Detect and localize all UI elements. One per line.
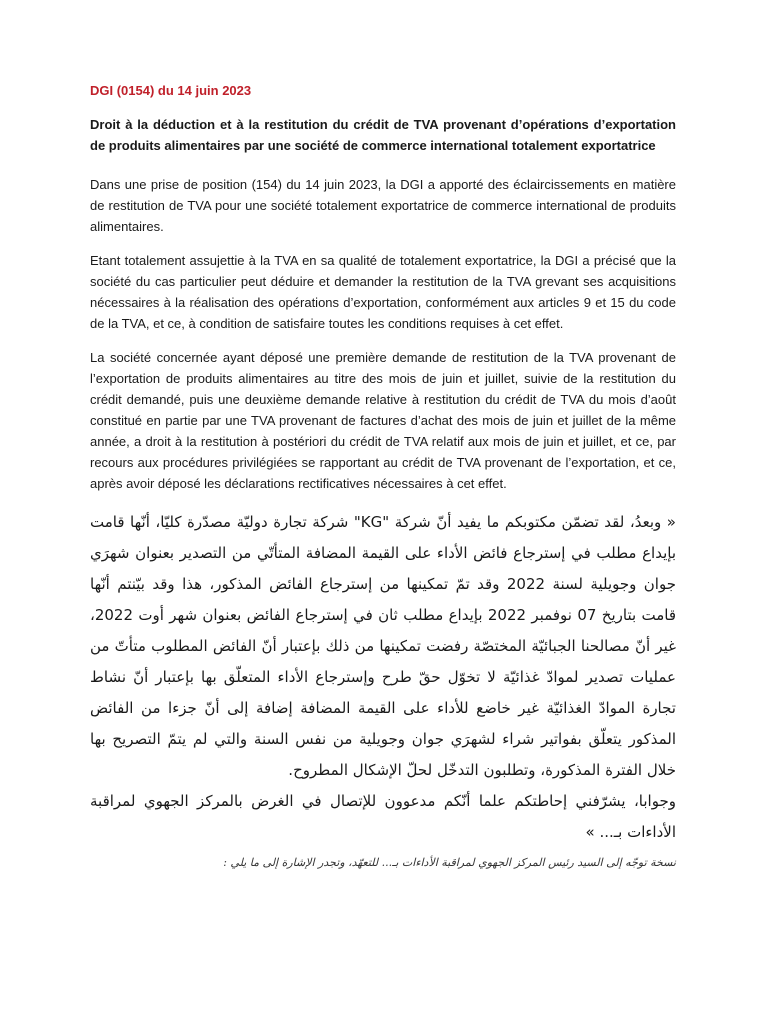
- document-reference: DGI (0154) du 14 juin 2023: [90, 83, 252, 98]
- document-title: Droit à la déduction et à la restitution du crédit de TVA provenant d’opérations d’exportation de produits alimentaires par une société de commerce international totalement exportatrice: [90, 117, 676, 153]
- paragraph-deduction: Etant totalement assujettie à la TVA en sa qualité de totalement exportatrice, la DGI a précisé que la société du cas particulier peut déduire et demander la restitution de la TVA grevant ses acquisitions nécessaires à la réalisation des opérations d’exportation, conformément aux articles 9 et 15 du code de la TVA, et ce, à condition de satisfaire toutes les conditions requises à cet effet.: [90, 253, 676, 331]
- arabic-quote-paragraph: وجوابا، يشرّفني إحاطتكم علما أنّكم مدعوون للإتصال في الغرض بالمركز الجهوي لمراقبة الأداءات بـ... »: [90, 792, 676, 841]
- document-page: [90, 82, 676, 872]
- paragraph-restitution: La société concernée ayant déposé une première demande de restitution de la TVA provenant de l’exportation de produits alimentaires au titre des mois de juin et juillet, suivie de la restitution du crédit demandé, puis une deuxième demande relative à restitution du crédit de TVA du mois d’août constitué en partie par une TVA provenant de factures d’achat des mois de juin et juillet de la même année, a droit à la restitution à postériori du crédit de TVA relatif aux mois de juin et juillet, et ce, par recours aux procédures privilégiées se rapportant au crédit de TVA provenant de l’exportation, et ce, après avoir déposé les déclarations rectificatives nécessaires à cet effet.: [90, 350, 676, 491]
- paragraph-intro: Dans une prise de position (154) du 14 juin 2023, la DGI a apporté des éclaircissements en matière de restitution de TVA pour une société totalement exportatrice de commerce international de produits alimentaires.: [90, 177, 676, 234]
- arabic-quote: [90, 507, 676, 848]
- arabic-quote-paragraph: « وبعدُ، لقد تضمّن مكتوبكم ما يفيد أنّ شركة "KG" شركة تجارة دوليّة مصدّرة كليّا، أنّها قامت بإيداع مطلب في إسترجاع فائض الأداء على القيمة المضافة المتأتّي من التصدير بعنوان شهرَي جوان وجويلية لسنة 2022 وقد تمّ تمكينها من إسترجاع الفائض المذكور، هذا وقد بيّنتم أنّها قامت بتاريخ 07 نوفمبر 2022 بإيداع مطلب ثان في إسترجاع الفائض بعنوان شهر أوت 2022، غير أنّ مصالحنا الجبائيّة المختصّة رفضت تمكينها من ذلك بإعتبار أنّ الفائض المطلوب متأتّ من عمليات تصدير لموادّ غذائيّة لا تخوّل حقّ طرح وإسترجاع الأداء المتعلّق بها بإعتبار أنّ نشاط تجارة الموادّ الغذائيّة غير خاضع للأداء على القيمة المضافة إضافة إلى أنّ جزءا من الفائض المذكور يتعلّق بفواتير شراء لشهرَي جوان وجويلية من نفس السنة والتي لم يتمّ التصريح بها خلال الفترة المذكورة، وتطلبون التدخّل لحلّ الإشكال المطروح.: [90, 513, 677, 779]
- arabic-note: نسخة توجّه إلى السيد رئيس المركز الجهوي لمراقبة الأداءات بـ... للتعهّد، وتجدر الإشارة إلى ما يلي :: [223, 856, 676, 869]
